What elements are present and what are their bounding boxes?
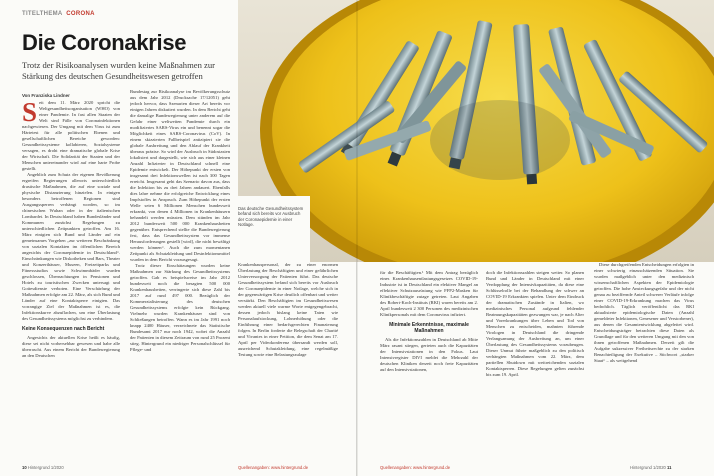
text-column-1 [22, 100, 120, 464]
mag-name-left: Hintergrund 1/2020 [27, 465, 64, 470]
col4-bottom: Als die Infektionszahlen in Deutschland ab Mitte März rasant stiegen, gerieten auch die Kapazitäten der Intensivstationen in den Fokus. Laut Intensivregister DIVI meldet die Mehrzahl der deutschen Kliniken derzeit noch freie Kapazitäten auf den Intensivstationen, [380, 337, 478, 372]
text-column-2 [130, 89, 230, 461]
page-number-left: 10 [22, 465, 27, 470]
source-right [380, 465, 450, 470]
text-column-4 [380, 270, 478, 462]
source-left [238, 465, 308, 470]
col2-top: Bundestag zur Risikoanalyse im Bevölkerungsschutz aus dem Jahr 2012 (Drucksache 17/12051) geht jedoch hervor, dass Szenarien dieser Art bereits vor einigen Jahren diskutiert wurden. In dem Bericht geht die damalige Bundesregierung unter anderem auf die Gefahr einer weltweiten Pandemie durch ein modifiziertes SARS-Virus ein und benennt sogar die Möglichkeit eines SARS-Coronavirus (CoV). In einem skizzierten Fallbeispiel antizipiert sie die globale Ausbreitung und den Ablauf der Krankheit überaus präzise. So wird der Ausbruch in Südostasien lokalisiert und dargestellt, wie sich aus einer kleinen Anzahl Infizierter in Deutschland schnell eine Epidemie entwickelt. Der Höhepunkt der ersten von insgesamt drei Infektionswellen ist nach 300 Tagen erreicht. Insgesamt geht das Szenario davon aus, dass die Infektion bis zu drei Jahren andauert. Ebenfalls dies lahre nehme die erfolgreiche Entwicklung eines Impfstoffes in Anspruch. Zum Höhepunkt der ersten Welle seien 6 Millionen Menschen bundesweit erkrankt, von denen 4 Millionen in Krankenhäusern behandelt werden müssten. Dem stünden im Jahr 2012 bundesweit 500 000 Krankenhausbetten gegenüber. Entsprechend stellte die Bundesregierung fest, dass das Gesundheitssystem vor immense Herausforderungen gestellt [wird], die nicht bewältigt werden können“. Auch die zum momentanen Zeitpunkt als Schutzkleidung und Desinfektionsmittel wurden in dem Bericht vorausgesagt. [130, 89, 230, 262]
photo-caption: Das deutsche Gesundheitssystem befand sich bereits vor Ausbruch der Coronaepidemie in einer Notlage. [238, 206, 304, 228]
col6-text: Diese durchgreifenden Entscheidungen erfolgten in einer schwierig einzuschätzenden Situation. Sie wurden maßgeblich unter den medizinisch wissenschaftlichen Aspekten der Epidemiologie getroffen. Die hohe Ansteckungsgefahr und der nicht genau zu beziffernde Anteil schwerer Verläufe infolge einer COVID-19-Erkrankung machen das Virus bedrohlich. Täglich veröffentlicht das RKI aktualisierte epidemiologische Daten (Anzahl gemeldeter Infektionen, Genesener und Verstorbener), aus denen die Gesamtentwicklung abgeleitet wird. Entscheidungsträger betrachten diese Daten als Grundlage und für den weiteren Umgang mit den von ihnen getroffenen Maßnahmen. Derzeit gilt die Aufgabe sukzessiver Freiheitsrechte zu der starken Benachteiligung der Exekutive – Stichwort „starker Staat“ – als weitgehend [594, 262, 694, 363]
section-kicker [22, 11, 95, 17]
source-right-text: Quellenangaben: www.hintergrund.de [380, 465, 451, 470]
source-left-text: Quellenangaben: www.hintergrund.de [238, 465, 309, 470]
drop-cap: S [22, 100, 38, 127]
folio-left [22, 465, 64, 470]
col1-body: Angeblich zum Schutz der eigenen Bevölkerung ergreifen Regierungen allerorts unterschiedlich drastische Maßnahmen, die auf eine soziale und physische Distanzierung hinzielen. In einigen besonders betroffenen Regionen sind Ausgangssperren verhängt worden, so im chinesischen Wuhan oder in der italienischen Lombardei. In Deutschland haben Bundesländer und Kommunen zunächst Regelungen zu unterschiedlichen Zeitpunkten getroffen. Am 16. März einigten sich Bund und Länder auf ein gemeinsames Vorgehen „zur weiteren Beschränkung von sozialen Kontakten im öffentlichen Bereich angesichts der Coronaepidemie in Deutschland“. Einschränkungen wie Diskotheken und Bars, Theater und Konzerthäuser, Museen, Freizeitparks und Fitnessstudios sowie Schwimmbäder wurden geschlossen, Übernachtungen in Pensionen und Hotels zu touristischen Zwecken untersagt und Gottesdienste verboten. Eine Verschärfung der Maßnahmen erfolgte am 22. März, als sich Bund und Länder auf eine Kontaktsperre einigten. Das vorrangige Ziel der Maßnahmen ist es, die Infektionskurve abzuflachen, um eine Überlastung des Gesundheitssystems möglichst zu verhindern. [22, 172, 120, 321]
page-number-right: 11 [667, 465, 672, 470]
kicker-label: TITELTHEMA [22, 11, 63, 17]
col5-text: doch die Infektionszahlen steigen weiter. So planen Bund und Länder in Deutschland mit einer Verdopplung der Intensivkapazitäten, da diese eine Schlüsselrolle bei der Behandlung der schwer an COVID-19 Erkrankten spielen. Unter dem Eindruck der dramatischen Zustände in Italien, wo medizinisches Personal aufgrund fehlender Beatmungskapazitäten gezwungen war, je nach Alter und Vorerkrankungen über Leben und Tod von Menschen zu entscheiden, mahnten führende Virologen in Deutschland die dringende Verlangsamung der Ausbreitung an, um einer Überlastung des Gesundheitssystems vorzubeugen. Dieser Unmut führte maßgeblich zu den politisch verhängten Maßnahmen vom 22. März, dem partiellen Shutdown mit weitreichenden sozialen Kontaktsperren. Diese Regelungen gelten zunächst bis zum 19. April. [486, 270, 584, 377]
col1-lead: eit dem 11. März 2020 spricht die Weltgesundheitsorganisation (WHO) von einer Pandemie. In fast allen Staaten der Welt sind Fälle von Coronainfektionen nachgewiesen. Der Umgang mit dem Virus ist zum Härtetest für alle politischen Ebenen und gesellschaftlichen Bereiche geworden: Gesundheitssysteme kollabieren, Sozialsysteme versagen, es droht eine dramatische globale Krise der Wirtschaft. Die Solidarität der Staaten und der Menschen untereinander wird auf eine harte Probe gestellt. [22, 100, 120, 171]
kicker-topic: CORONA [66, 11, 95, 17]
photo-bowl-overlay [238, 0, 714, 262]
col4-subheading: Minimale Erkenntnisse, maximale Maßnahmen [389, 322, 469, 334]
article-byline: Von Franziska Lindner [22, 93, 70, 98]
article-headline: Die Coronakrise [22, 30, 187, 55]
col4-top: für die Beschäftigten.¹ Mit dem Antrag bezüglich eines Krankenhausentlastungsgesetzes COVID-19-Industrie ist in Deutschland ein elektiver Mangel an effektiver Schutzausrüstung wie FFP2-Masken für Klinikbeschäftigte zutage getreten. Laut Angaben des Robert-Koch-Instituts (RKI) waren bereits am 2. April bundesweit 2 300 Personen des medizinischen Klinikpersonals mit dem Coronavirus infiziert. [380, 270, 478, 317]
col1-after: Angesichts der aktuellen Krise heißt es häufig, diese sei nicht vorhersehbar gewesen und habe alle überrascht. Aus einem Bericht der Bundesregierung an den Deutschen [22, 335, 120, 358]
col1-subheading: Keine Konsequenzen nach Bericht [22, 326, 105, 332]
mag-name-right: Hintergrund 1/2020 [630, 465, 666, 470]
col3-text: Krankenhauspersonal, der zu einer enormen Überlastung der Beschäftigten und einer gefährlichen Unterversorgung der Patienten führt. Das deutsche Gesundheitssystem befand sich bereits vor Ausbruch der Coronaepidemie in einer Notlage, welche sich in der gegenwärtigen Krise deutlich offenbart und weiter verstärkt. Den Beschäftigten im Gesundheitswesen werden aktuell viele warme Worte entgegengebracht, dessen jedoch bislang keine Taten wie Personalaufstockung, Lohnerhöhung oder die Einführung einer bedarfsgerechten Finanzierung folgen. In Berlin forderte die Belegschaft der Charité und Vivantes in einer Petition, die dem Senat am 17. April per Videokonferenz übersandt werden soll, ausreichend Schutzkleidung, eine regelmäßige Testung sowie eine Belastungszulage [238, 262, 338, 357]
text-column-5 [486, 270, 584, 462]
article-subhead: Trotz der Risikoanalysen wurden keine Maßnahmen zur Stärkung des deutschen Gesundheitswesen getroffen [22, 60, 215, 81]
folio-right [630, 465, 671, 470]
text-column-6 [594, 262, 694, 462]
col2-bottom: Trotz dieser Einschätzungen wurden keine Maßnahmen zur Stärkung des Gesundheitssystems getroffen. Gab es beispielsweise im Jahr 2012 bundesweit noch die besagten 500 000 Krankenhausbetten, verringerte sich diese Zahl bis 2017 auf rund 497 000. Bezüglich der Kommerzialisierung des deutschen Gesundheitssystems erfolgte kein Rückgang. Vielmehr wurden Krankenhäuser sind von Schließungen betroffen. Wann es im Jahr 1991 noch knapp 2400 Häuser, verzeichnete das Statistische Bundesamt 2017 nur noch 1942, wobei die Anzahl der Patienten in diesem Zeitraum von rund 25 Prozent stieg. Hintergrund ein niedriger Personalschlüssel für Pflege- und [130, 263, 230, 352]
text-column-3 [238, 262, 338, 462]
hero-photo-overlay [238, 0, 714, 262]
